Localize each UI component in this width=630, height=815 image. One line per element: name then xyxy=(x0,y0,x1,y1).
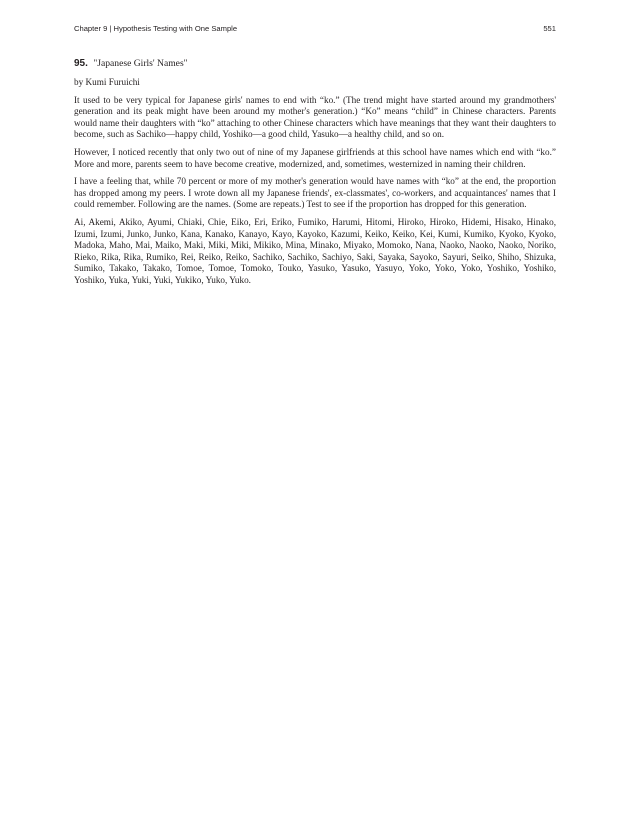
author-byline: by Kumi Furuichi xyxy=(74,77,140,87)
exercise-body xyxy=(74,58,556,293)
exercise-heading xyxy=(74,58,556,70)
exercise-title: "Japanese Girls' Names" xyxy=(93,58,188,69)
names-list: Ai, Akemi, Akiko, Ayumi, Chiaki, Chie, Eiko, Eri, Eriko, Fumiko, Harumi, Hitomi, Hiroko, Hiroko, Hidemi, Hisako, Hinako, Izumi, Izumi, Junko, Junko, Kana, Kanako, Kanayo, Kayo, Kayoko, Kazumi, Keiko, Keiko, Kei, Kumi, Kumiko, Kyoko, Kyoko, Madoka, Maho, Mai, Maiko, Maki, Miki, Miki, Mikiko, Mina, Minako, Miyako, Momoko, Nana, Naoko, Naoko, Naoko, Noriko, Rieko, Rika, Rika, Rumiko, Rei, Reiko, Reiko, Sachiko, Sachiko, Sachiyo, Saki, Sayaka, Sayoko, Sayuri, Seiko, Shiho, Shizuka, Sumiko, Takako, Takako, Tomoe, Tomoe, Tomoko, Touko, Yasuko, Yasuko, Yasuyo, Yoko, Yoko, Yoko, Yoshiko, Yoshiko, Yoshiko, Yuka, Yuki, Yuki, Yukiko, Yuko, Yuko. xyxy=(74,216,556,285)
exercise-number: 95. xyxy=(74,58,88,69)
paragraph-hypothesis: I have a feeling that, while 70 percent or more of my mother's generation would have names with “ko” at the end, the proportion has dropped among my peers. I wrote down all my Japanese friends', ex-classmates', co-workers, and acquaintances' names that I could remember. Following are the names. (Some are repeats.) Test to see if the proportion has dropped for this generation. xyxy=(74,176,556,210)
paragraph-intro: It used to be very typical for Japanese girls' names to end with “ko.” (The trend might have started around my grandmothers' generation and its peak might have been around my mother's generation.) “Ko” means “child” in Chinese characters. Parents would name their daughters with “ko” attaching to other Chinese characters which have meanings that they want their daughters to become, such as Sachiko—happy child, Yoshiko—a good child, Yasuko—a healthy child, and so on. xyxy=(74,94,556,140)
paragraph-observation: However, I noticed recently that only two out of nine of my Japanese girlfriends at this school have names which end with “ko.” More and more, parents seem to have become creative, modernized, and, sometimes, westernized in naming their children. xyxy=(74,146,556,169)
page-number: 551 xyxy=(543,24,556,33)
running-header xyxy=(74,24,556,38)
chapter-title: Chapter 9 | Hypothesis Testing with One Sample xyxy=(74,24,238,33)
